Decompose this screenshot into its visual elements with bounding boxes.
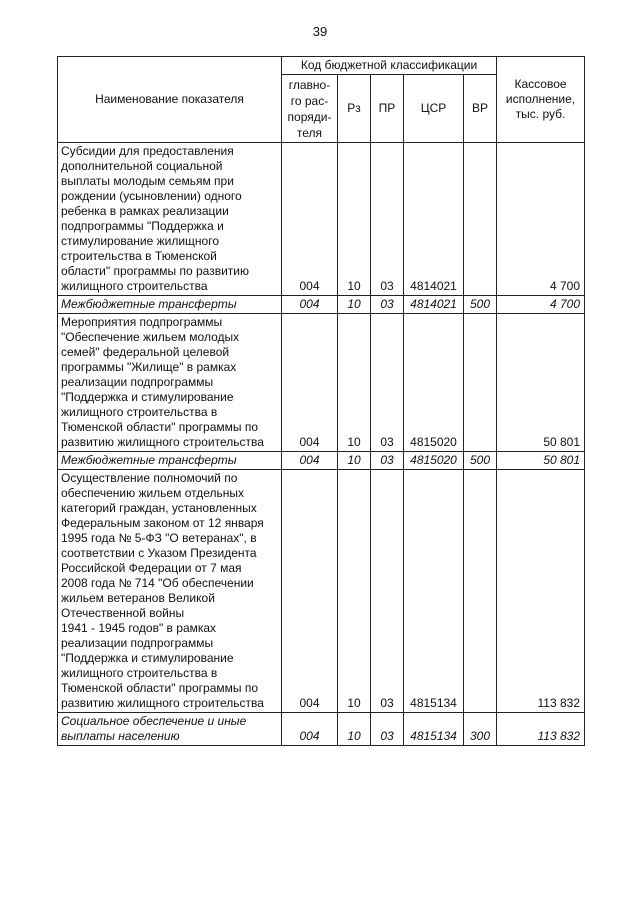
table-row [58,713,585,746]
row-amount: 4 700 [497,296,585,314]
row-rz: 10 [338,296,371,314]
row-amount: 50 801 [497,452,585,470]
row-rz: 10 [338,314,371,452]
row-vr: 500 [464,296,497,314]
row-pr: 03 [371,314,404,452]
row-pr: 03 [371,143,404,296]
row-csr: 4814021 [404,296,464,314]
row-rz: 10 [338,470,371,713]
row-vr [464,143,497,296]
row-amount: 4 700 [497,143,585,296]
row-vr [464,314,497,452]
row-amount: 50 801 [497,314,585,452]
header-vr: ВР [464,75,497,143]
row-csr: 4815134 [404,713,464,746]
table-row [58,314,585,452]
row-pr: 03 [371,470,404,713]
row-glavnogo: 004 [282,314,338,452]
budget-table [57,56,585,746]
header-name: Наименование показателя [58,57,282,143]
header-pr: ПР [371,75,404,143]
table-row [58,296,585,314]
row-csr: 4815134 [404,470,464,713]
row-rz: 10 [338,713,371,746]
row-name: Осуществление полномочий по обеспечению жильем отдельных категорий граждан, установленных Федеральным законом от 12 января 1995 года № 5-ФЗ "О ветеранах", в соответствии с Указом Президента Российской Федерации от 7 мая 2008 года № 714 "Об обеспечении жильем ветеранов Великой Отечественной войны 1941 - 1945 годов" в рамках реализации подпрограммы "Поддержка и стимулирование жилищного строительства в Тюменской области" программы по развитию жилищного строительства [58,470,282,713]
table-row [58,143,585,296]
row-amount: 113 832 [497,470,585,713]
row-glavnogo: 004 [282,296,338,314]
row-glavnogo: 004 [282,143,338,296]
header-csr: ЦСР [404,75,464,143]
row-pr: 03 [371,713,404,746]
row-pr: 03 [371,452,404,470]
row-vr [464,470,497,713]
page-number: 39 [312,24,328,39]
row-csr: 4814021 [404,143,464,296]
row-name: Социальное обеспечение и иные выплаты населению [58,713,282,746]
row-csr: 4815020 [404,314,464,452]
header-glavnogo: главно- го рас- поряди- теля [282,75,338,143]
row-glavnogo: 004 [282,452,338,470]
table-row [58,470,585,713]
header-code-group: Код бюджетной классификации [282,57,497,75]
header-rz: Рз [338,75,371,143]
row-amount: 113 832 [497,713,585,746]
row-rz: 10 [338,143,371,296]
row-glavnogo: 004 [282,713,338,746]
header-amount: Кассовое исполнение, тыс. руб. [497,57,585,143]
row-name: Субсидии для предоставления дополнительной социальной выплаты молодым семьям при рождении (усыновлении) одного ребенка в рамках реализации подпрограммы "Поддержка и стимулирование жилищного строительства в Тюменской области" программы по развитию жилищного строительства [58,143,282,296]
row-name: Мероприятия подпрограммы "Обеспечение жильем молодых семей" федеральной целевой программы "Жилище" в рамках реализации подпрограммы "Поддержка и стимулирование жилищного строительства в Тюменской области" программы по развитию жилищного строительства [58,314,282,452]
table-body [58,143,585,746]
row-pr: 03 [371,296,404,314]
row-glavnogo: 004 [282,470,338,713]
row-name: Межбюджетные трансферты [58,296,282,314]
row-csr: 4815020 [404,452,464,470]
row-name: Межбюджетные трансферты [58,452,282,470]
row-rz: 10 [338,452,371,470]
row-vr: 300 [464,713,497,746]
table-row [58,452,585,470]
row-vr: 500 [464,452,497,470]
